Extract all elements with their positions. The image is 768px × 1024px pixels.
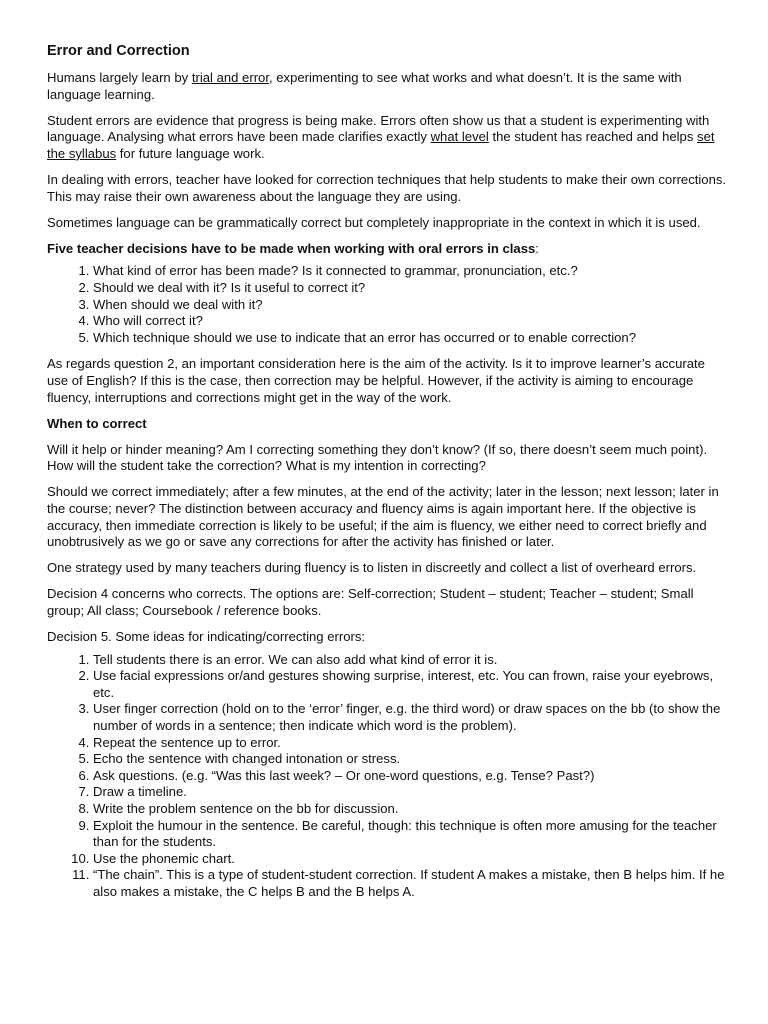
ideas-list [47,652,727,901]
list-item: 2. Use facial expressions or/and gestures showing surprise, interest, etc. You can frown, raise your eyebrows, etc. [93,668,727,701]
trial-and-error-underlined: trial and error [191,70,269,85]
p2-text-b: the student has reached and helps [488,129,698,145]
paragraph-dealing-with-errors: In dealing with errors, teacher have looked for correction techniques that help students to make their own corrections. This may raise their own awareness about the language they are using. [47,171,727,204]
paragraph-student-errors [47,113,727,163]
list-item: 5. Which technique should we use to indicate that an error has occurred or to enable correction? [93,330,727,347]
list-item: 4. Repeat the sentence up to error. [93,735,727,752]
paragraph-decision-5: Decision 5. Some ideas for indicating/correcting errors: [47,629,366,645]
set-the-syllabus-underlined: set the syllabus [47,129,715,161]
list-item: 7. Draw a timeline. [93,784,727,801]
document-page [47,42,727,911]
decisions-heading [47,241,727,258]
paragraph-trial-and-error [47,70,727,103]
list-item: 2. Should we deal with it? Is it useful to correct it? [93,280,727,297]
decisions-list [47,263,727,346]
paragraph-decision-4: Decision 4 concerns who corrects. The options are: Self-correction; Student – student; Teacher – student; Small group; All class; Coursebook / reference books. [47,586,694,618]
list-item: 4. Who will correct it? [93,313,727,330]
what-level-underlined: what level [430,129,489,145]
list-item: 6. Ask questions. (e.g. “Was this last week? – Or one-word questions, e.g. Tense? Past?) [93,768,727,785]
list-item: 1. What kind of error has been made? Is it connected to grammar, pronunciation, etc.? [93,263,727,280]
list-item: 8. Write the problem sentence on the bb for discussion. [93,801,727,818]
decisions-heading-bold: Five teacher decisions have to be made when working with oral errors in class [47,240,536,256]
paragraph-correct-immediately: Should we correct immediately; after a few minutes, at the end of the activity; later in the lesson; next lesson; later in the course; never? The distinction between accuracy and fluency aims is again important here. If the objective is accuracy, then immediate correction is likely to be useful; if the aim is fluency, we either need to correct briefly and unobtrusively as we go or save any corrections for after the activity has finished or later. [47,484,719,550]
p1-text-after: , experimenting to see what works and what doesn’t. It is the same with language learning. [47,70,682,102]
decisions-heading-colon: : [535,240,539,256]
paragraph-strategy: One strategy used by many teachers during fluency is to listen in discreetly and collect a list of overheard errors. [47,560,697,576]
p2-text-a: Student errors are evidence that progress is being make. Errors often show us that a student is experimenting with language. Analysing what errors have been made clarifies exactly [47,112,710,145]
when-to-correct-heading: When to correct [47,415,147,431]
p2-text-c: for future language work. [116,145,265,161]
p1-text-before: Humans largely learn by [47,70,192,85]
list-item: 3. User finger correction (hold on to the ‘error’ finger, e.g. the third word) or draw spaces on the bb (to show the number of words in a sentence; then indicate which word is the problem). [93,701,727,734]
list-item: 10. Use the phonemic chart. [93,851,727,868]
document-title: Error and Correction [47,43,190,59]
paragraph-help-or-hinder: Will it help or hinder meaning? Am I correcting something they don’t know? (If so, there doesn’t seem much point). How will the student take the correction? What is my intention in correcting? [47,441,708,474]
paragraph-grammatically-correct: Sometimes language can be grammatically correct but completely inappropriate in the context in which it is used. [47,214,701,230]
list-item: 1. Tell students there is an error. We can also add what kind of error it is. [93,652,727,669]
list-item: 3. When should we deal with it? [93,297,727,314]
list-item: 5. Echo the sentence with changed intonation or stress. [93,751,727,768]
list-item: 9. Exploit the humour in the sentence. Be careful, though: this technique is often more amusing for the teacher than for the students. [93,818,727,851]
list-item: 11. “The chain”. This is a type of student-student correction. If student A makes a mistake, then B helps him. If he also makes a mistake, the C helps B and the B helps A. [93,867,727,900]
paragraph-question-2: As regards question 2, an important consideration here is the aim of the activity. Is it to improve learner’s accurate use of English? If this is the case, then correction may be helpful. However, if the activity is aiming to encourage fluency, interruptions and corrections might get in the way of the work. [47,356,705,405]
